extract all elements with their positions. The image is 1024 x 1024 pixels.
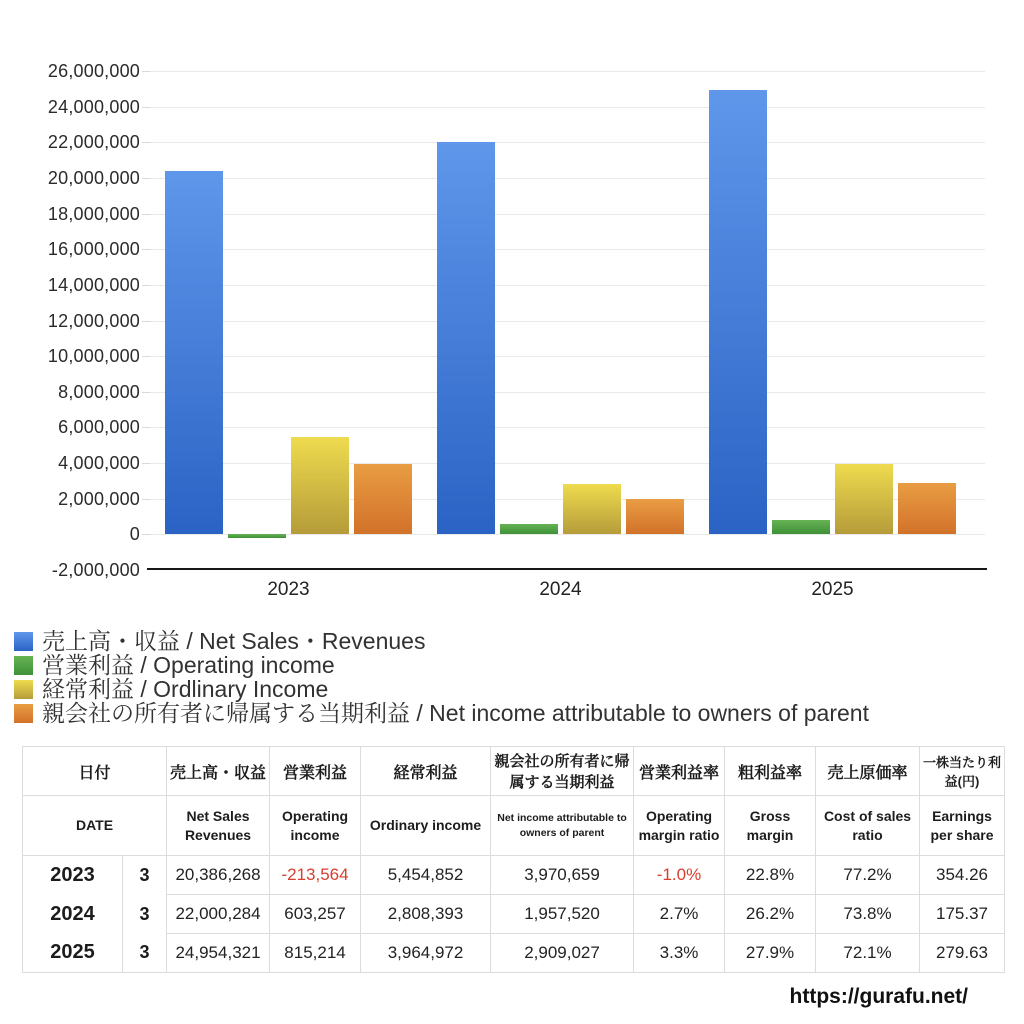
financial-table [22,746,1005,973]
legend-swatch [14,704,33,723]
table-cell: 22,000,284 [167,895,270,934]
table-cell: 603,257 [270,895,361,934]
table-header-cell: 親会社の所有者に帰属する当期利益 [491,747,634,796]
gridline [150,285,985,286]
table-cell: 72.1% [816,934,920,973]
table-header-row [23,747,1005,796]
table-cell: 73.8% [816,895,920,934]
bar-2025-series-2 [835,464,893,535]
bar-2023-series-0 [165,171,223,534]
table-cell: 26.2% [725,895,816,934]
table-cell: 815,214 [270,934,361,973]
y-axis-tick-label: 2,000,000 [58,488,140,509]
gridline [150,178,985,179]
table-cell-year: 2023 [23,856,123,895]
x-axis-tick-label: 2023 [267,579,310,600]
table-cell: 20,386,268 [167,856,270,895]
table-cell: 1,957,520 [491,895,634,934]
table-header-cell: Operating income [270,796,361,856]
y-axis-tick-label: 20,000,000 [47,167,140,188]
y-axis-tick-label: 10,000,000 [47,346,140,367]
table-cell: 27.9% [725,934,816,973]
x-axis-line [147,568,987,570]
table-header-cell: 売上原価率 [816,747,920,796]
table-row [23,895,1005,934]
legend-item [14,701,869,725]
table-header-cell: Ordinary income [361,796,491,856]
y-axis-tick-label: 8,000,000 [58,381,140,402]
table-header-row [23,796,1005,856]
x-axis-tick-label: 2025 [811,579,854,600]
axis-tick [142,107,150,108]
legend-swatch [14,680,33,699]
table-header-cell: 一株当たり利益(円) [920,747,1005,796]
table-header-cell: 粗利益率 [725,747,816,796]
table-header-cell: 営業利益 [270,747,361,796]
table-cell: 3.3% [634,934,725,973]
table-cell: 354.26 [920,856,1005,895]
bar-2024-series-0 [437,142,495,534]
table-header-cell: 売上高・収益 [167,747,270,796]
table-header-cell: 経常利益 [361,747,491,796]
table-cell: 5,454,852 [361,856,491,895]
gridline [150,142,985,143]
axis-tick [142,356,150,357]
axis-tick [142,214,150,215]
gridline [150,392,985,393]
table-cell: 24,954,321 [167,934,270,973]
axis-tick [142,534,150,535]
x-axis-tick-label: 2024 [539,579,582,600]
y-axis-tick-label: 16,000,000 [47,239,140,260]
y-axis-tick-label: 14,000,000 [47,274,140,295]
table-row [23,934,1005,973]
bar-2023-series-2 [291,437,349,534]
table-header-cell: Net Sales Revenues [167,796,270,856]
legend-label: 親会社の所有者に帰属する当期利益 / Net income attributable to owners of parent [42,700,869,726]
table-cell-month: 3 [123,856,167,895]
gridline [150,249,985,250]
chart-legend [14,629,869,725]
table-cell: 2,808,393 [361,895,491,934]
y-axis-tick-label: 24,000,000 [47,96,140,117]
table-row [23,856,1005,895]
legend-swatch [14,632,33,651]
table-cell: 279.63 [920,934,1005,973]
table-cell: 22.8% [725,856,816,895]
table-header-cell: Operating margin ratio [634,796,725,856]
y-axis-tick-label: -2,000,000 [51,560,140,580]
table-header-cell: Net income attributable to owners of parent [491,796,634,856]
legend-swatch [14,656,33,675]
legend-label: 経常利益 / Ordlinary Income [42,676,329,702]
legend-label: 営業利益 / Operating income [42,652,335,678]
y-axis-tick-label: 26,000,000 [47,61,140,81]
table-header-cell: Cost of sales ratio [816,796,920,856]
table-header-cell: Earnings per share [920,796,1005,856]
bar-2024-series-3 [626,499,684,534]
table-header-cell: 日付 [23,747,167,796]
table-cell: 77.2% [816,856,920,895]
bar-2024-series-1 [500,524,558,535]
y-axis-tick-label: 18,000,000 [47,203,140,224]
bar-2025-series-0 [709,90,767,535]
table-header-cell: Gross margin [725,796,816,856]
axis-tick [142,285,150,286]
table-cell: 2.7% [634,895,725,934]
axis-tick [142,392,150,393]
axis-tick [142,142,150,143]
table-cell: -1.0% [634,856,725,895]
bar-2023-series-1 [228,534,286,538]
gridline [150,214,985,215]
gridline [150,356,985,357]
legend-item [14,677,869,701]
plot-area [150,71,985,570]
axis-tick [142,178,150,179]
y-axis-tick-label: 0 [129,524,140,545]
table-cell: -213,564 [270,856,361,895]
gridline [150,107,985,108]
y-axis-tick-label: 12,000,000 [47,310,140,331]
gridline [150,427,985,428]
table-cell-month: 3 [123,895,167,934]
y-axis-tick-label: 22,000,000 [47,132,140,153]
legend-item [14,653,869,677]
y-axis-tick-label: 4,000,000 [58,453,140,474]
table-cell: 3,964,972 [361,934,491,973]
bar-2025-series-1 [772,520,830,535]
legend-item [14,629,869,653]
table-cell: 2,909,027 [491,934,634,973]
axis-tick [142,71,150,72]
legend-label: 売上高・収益 / Net Sales・Revenues [42,628,426,654]
table-header-cell: 営業利益率 [634,747,725,796]
bar-2024-series-2 [563,484,621,534]
table-cell: 3,970,659 [491,856,634,895]
table-cell-year: 2024 [23,895,123,934]
gridline [150,321,985,322]
site-url[interactable]: https://gurafu.net/ [789,985,968,1008]
bar-2025-series-3 [898,483,956,535]
table-cell: 175.37 [920,895,1005,934]
bar-2023-series-3 [354,464,412,535]
table-header-cell: DATE [23,796,167,856]
y-axis-tick-label: 6,000,000 [58,417,140,438]
gridline [150,71,985,72]
table-cell-year: 2025 [23,934,123,973]
axis-tick [142,249,150,250]
table-cell-month: 3 [123,934,167,973]
axis-tick [142,499,150,500]
axis-tick [142,463,150,464]
axis-tick [142,427,150,428]
axis-tick [142,321,150,322]
